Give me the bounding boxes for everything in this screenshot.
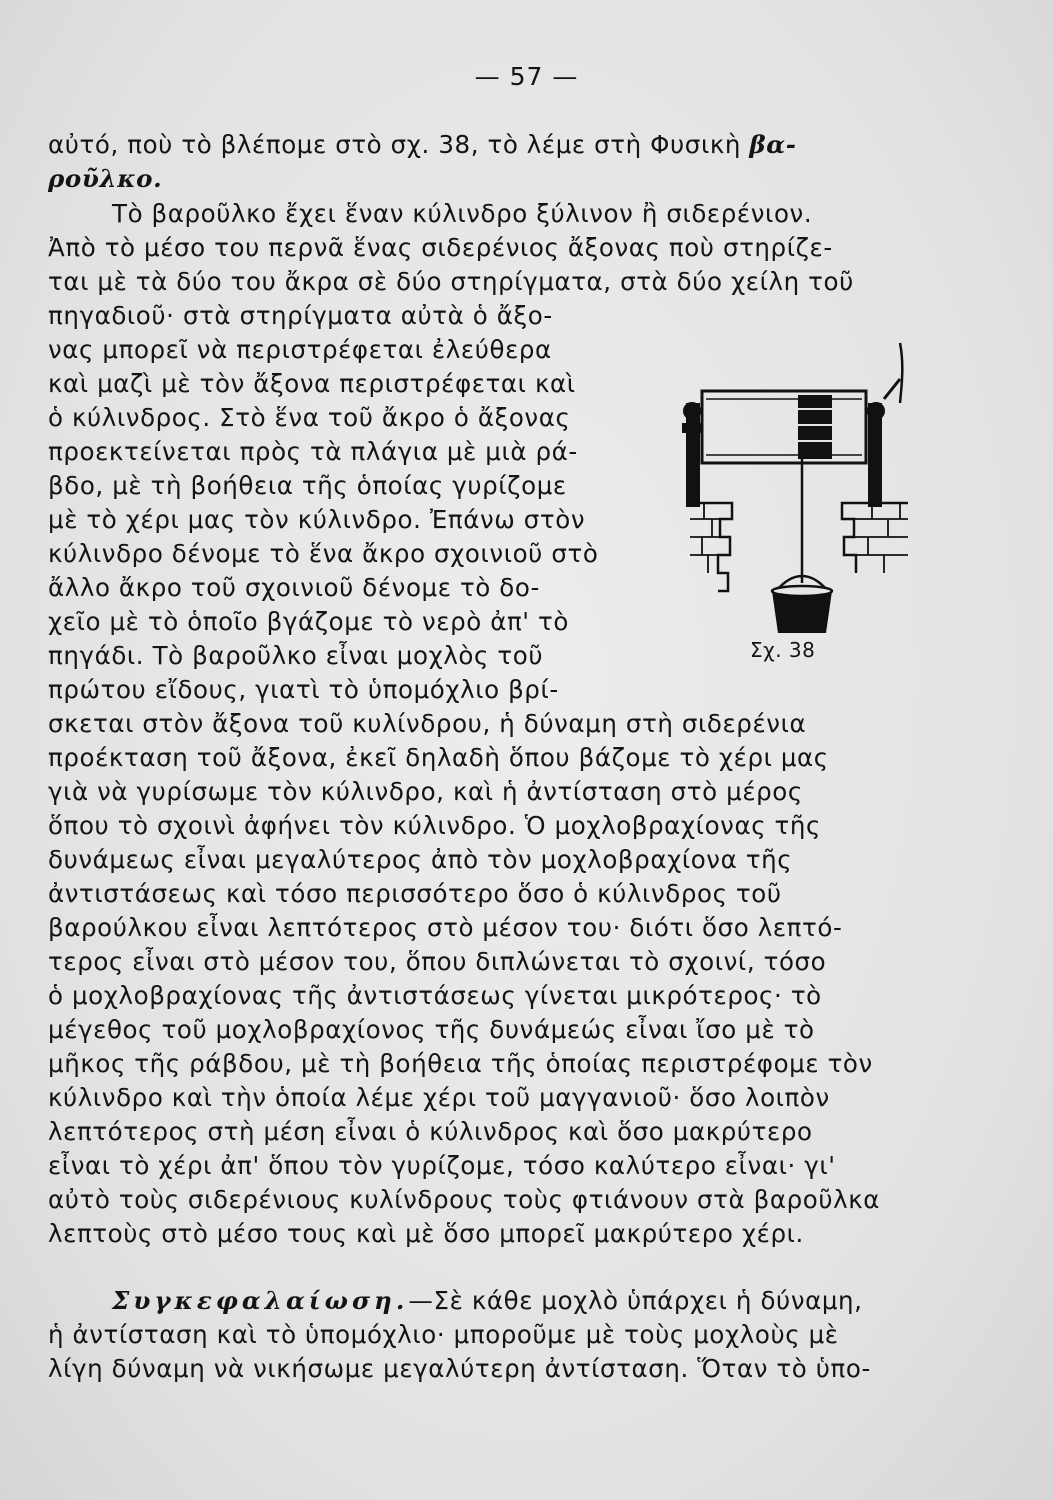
text-line — [48, 128, 796, 162]
text-line: λεπτοὺς στὸ μέσο τους καὶ μὲ ὅσο μπορεῖ μακρύτερο χέρι. — [48, 1219, 804, 1248]
page-number: — 57 — — [474, 62, 579, 91]
text-line: πηγαδιοῦ· στὰ στηρίγματα αὐτὰ ὁ ἄξο- — [48, 301, 553, 330]
text-line: λεπτότερος στὴ μέση εἶναι ὁ κύλινδρος καὶ ὅσο μακρύτερο — [48, 1117, 813, 1146]
text-line: νας μπορεῖ νὰ περιστρέφεται ἐλεύθερα — [48, 335, 552, 364]
text-line: αὐτὸ τοὺς σιδερένιους κυλίνδρους τοὺς φτιάνουν στὰ βαροῦλκα — [48, 1185, 881, 1214]
text-line: μέγεθος τοῦ μοχλοβραχίονος τῆς δυνάμεώς εἶναι ἴσο μὲ τὸ — [48, 1015, 815, 1044]
summary-line: ἡ ἀντίσταση καὶ τὸ ὑπομόχλιο· μποροῦμε μὲ τοὺς μοχλοὺς μὲ — [48, 1320, 839, 1349]
term-bold: ροῦλκο. — [48, 164, 163, 193]
text-line: καὶ μαζὶ μὲ τὸν ἄξονα περιστρέφεται καὶ — [48, 369, 576, 398]
text-line: προεκτείνεται πρὸς τὰ πλάγια μὲ μιὰ ρά- — [48, 437, 578, 466]
text-line: κύλινδρο δένομε τὸ ἕνα ἄκρο σχοινιοῦ στὸ — [48, 539, 599, 568]
text-line: βαρούλκου εἶναι λεπτότερος στὸ μέσον του· διότι ὅσο λεπτό- — [48, 913, 843, 942]
text-line: εἶναι τὸ χέρι ἀπ' ὅπου τὸν γυρίζομε, τόσο καλύτερο εἶναι· γι' — [48, 1151, 836, 1180]
text-line: ἀντιστάσεως καὶ τόσο περισσότερο ὅσο ὁ κύλινδρος τοῦ — [48, 879, 782, 908]
text-line: τερος εἶναι στὸ μέσον του, ὅπου διπλώνεται τὸ σχοινί, τόσο — [48, 947, 827, 976]
text-line: κύλινδρο καὶ τὴν ὁποία λέμε χέρι τοῦ μαγγανιοῦ· ὅσο λοιπὸν — [48, 1083, 830, 1112]
text-line: μῆκος τῆς ράβδου, μὲ τὴ βοήθεια τῆς ὁποίας περιστρέφομε τὸν — [48, 1049, 873, 1078]
windlass-figure — [672, 333, 917, 673]
text-line: βδο, μὲ τὴ βοήθεια τῆς ὁποίας γυρίζομε — [48, 471, 567, 500]
text-line: μὲ τὸ χέρι μας τὸν κύλινδρο. Ἐπάνω στὸν — [48, 505, 586, 534]
text-line: Τὸ βαροῦλκο ἔχει ἕναν κύλινδρο ξύλινον ἢ σιδερένιον. — [112, 199, 813, 228]
text-line: πηγάδι. Τὸ βαροῦλκο εἶναι μοχλὸς τοῦ — [48, 641, 544, 670]
text-line: σκεται στὸν ἄξονα τοῦ κυλίνδρου, ἡ δύναμη στὴ σιδερένια — [48, 709, 807, 738]
text-line-part: αὐτό, ποὺ τὸ βλέπομε στὸ σχ. 38, τὸ λέμε στὴ Φυσικὴ — [48, 130, 741, 159]
text-line: ὁ μοχλοβραχίονας τῆς ἀντιστάσεως γίνεται μικρότερος· τὸ — [48, 981, 822, 1010]
figure-caption: Σχ. 38 — [750, 638, 816, 662]
text-line: χεῖο μὲ τὸ ὁποῖο βγάζομε τὸ νερὸ ἀπ' τὸ — [48, 607, 569, 636]
text-line: ὅπου τὸ σχοινὶ ἀφήνει τὸν κύλινδρο. Ὁ μοχλοβραχίονας τῆς — [48, 811, 822, 840]
text-line: πρώτου εἴδους, γιατὶ τὸ ὑπομόχλιο βρί- — [48, 675, 559, 704]
term-bold: βα- — [749, 130, 797, 159]
summary-line: λίγη δύναμη νὰ νικήσωμε μεγαλύτερη ἀντίσταση. Ὅταν τὸ ὑπο- — [48, 1354, 871, 1383]
text-line: γιὰ νὰ γυρίσωμε τὸν κύλινδρο, καὶ ἡ ἀντίσταση στὸ μέρος — [48, 777, 803, 806]
text-line: προέκταση τοῦ ἄξονα, ἐκεῖ δηλαδὴ ὅπου βάζομε τὸ χέρι μας — [48, 743, 829, 772]
summary-line — [112, 1284, 863, 1318]
windlass-well-illustration — [672, 333, 917, 633]
text-line: Ἀπὸ τὸ μέσο του περνᾶ ἕνας σιδερένιος ἄξονας ποὺ στηρίζε- — [48, 233, 833, 262]
text-line: ται μὲ τὰ δύο του ἄκρα σὲ δύο στηρίγματα, στὰ δύο χείλη τοῦ — [48, 267, 854, 296]
text-line: ὁ κύλινδρος. Στὸ ἕνα τοῦ ἄκρο ὁ ἄξονας — [48, 403, 571, 432]
text-line — [48, 162, 162, 196]
text-line-part: —Σὲ κάθε μοχλὸ ὑπάρχει ἡ δύναμη, — [408, 1286, 863, 1315]
text-line: δυνάμεως εἶναι μεγαλύτερος ἀπὸ τὸν μοχλοβραχίονα τῆς — [48, 845, 793, 874]
text-line: ἄλλο ἄκρο τοῦ σχοινιοῦ δένομε τὸ δο- — [48, 573, 540, 602]
summary-heading: Συγκεφαλαίωση. — [112, 1286, 409, 1315]
